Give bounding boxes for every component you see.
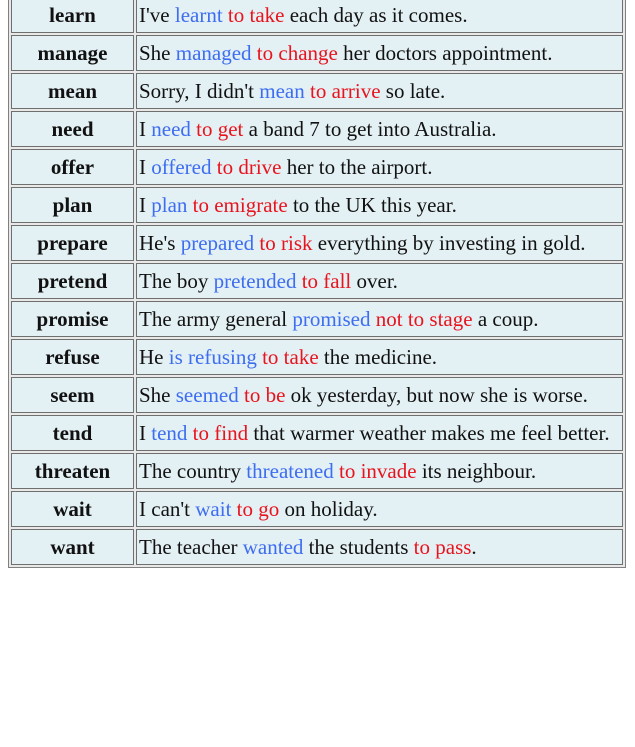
sentence-text: She	[139, 383, 176, 407]
verb-highlight: seemed	[175, 383, 239, 407]
verb-highlight: is refusing	[168, 345, 257, 369]
sentence-text: a band 7 to get into Australia.	[243, 117, 497, 141]
table-row	[11, 73, 623, 109]
example-sentence-cell	[136, 225, 623, 261]
verb-cell: threaten	[11, 453, 134, 489]
infinitive-highlight: to emigrate	[192, 193, 288, 217]
infinitive-highlight: to get	[196, 117, 244, 141]
example-sentence-cell	[136, 111, 623, 147]
table-row	[11, 187, 623, 223]
sentence-text: a coup.	[472, 307, 539, 331]
table-row	[11, 453, 623, 489]
verb-cell: mean	[11, 73, 134, 109]
sentence-text: the students	[303, 535, 414, 559]
infinitive-highlight: to drive	[216, 155, 282, 179]
verb-cell: wait	[11, 491, 134, 527]
infinitive-highlight: to pass	[413, 535, 472, 559]
table-row	[11, 35, 623, 71]
sentence-text: her doctors appointment.	[337, 41, 553, 65]
verb-cell: tend	[11, 415, 134, 451]
verb-highlight: promised	[292, 307, 371, 331]
sentence-text: I	[139, 421, 152, 445]
verb-cell: need	[11, 111, 134, 147]
infinitive-highlight: to find	[192, 421, 249, 445]
example-sentence-cell	[136, 415, 623, 451]
example-sentence-cell	[136, 529, 623, 565]
sentence-text: that warmer weather makes me feel better.	[248, 421, 610, 445]
infinitive-highlight: to invade	[339, 459, 417, 483]
sentence-text: each day as it comes.	[284, 3, 468, 27]
verb-cell: pretend	[11, 263, 134, 299]
table-row	[11, 225, 623, 261]
table-row	[11, 263, 623, 299]
sentence-text: her to the airport.	[281, 155, 433, 179]
infinitive-highlight: to fall	[301, 269, 352, 293]
sentence-text: I	[139, 193, 152, 217]
verb-highlight: need	[151, 117, 191, 141]
sentence-text: He's	[139, 231, 181, 255]
example-sentence-cell	[136, 35, 623, 71]
verb-cell: seem	[11, 377, 134, 413]
sentence-text: He	[139, 345, 169, 369]
verb-examples-body	[11, 0, 623, 565]
example-sentence-cell	[136, 187, 623, 223]
sentence-text: everything by investing in gold.	[312, 231, 586, 255]
table-row	[11, 529, 623, 565]
sentence-text: The country	[139, 459, 247, 483]
table-row	[11, 0, 623, 33]
verb-highlight: pretended	[213, 269, 297, 293]
verb-highlight: wait	[195, 497, 232, 521]
verb-cell: want	[11, 529, 134, 565]
verb-highlight: threatened	[246, 459, 334, 483]
verb-highlight: plan	[151, 193, 188, 217]
table-row	[11, 301, 623, 337]
sentence-text: I can't	[139, 497, 196, 521]
infinitive-highlight: not to stage	[375, 307, 473, 331]
verb-highlight: prepared	[180, 231, 255, 255]
sentence-text: the medicine.	[318, 345, 438, 369]
sentence-text: I've	[139, 3, 175, 27]
infinitive-highlight: to go	[236, 497, 280, 521]
verb-highlight: wanted	[242, 535, 304, 559]
sentence-text: to the UK this year.	[287, 193, 457, 217]
verb-highlight: offered	[151, 155, 212, 179]
example-sentence-cell	[136, 73, 623, 109]
infinitive-highlight: to risk	[259, 231, 313, 255]
table-row	[11, 149, 623, 185]
verb-cell: refuse	[11, 339, 134, 375]
example-sentence-cell	[136, 453, 623, 489]
verb-cell: learn	[11, 0, 134, 33]
sentence-text: She	[139, 41, 176, 65]
sentence-text: The teacher	[139, 535, 243, 559]
example-sentence-cell	[136, 263, 623, 299]
example-sentence-cell	[136, 149, 623, 185]
example-sentence-cell	[136, 339, 623, 375]
sentence-text: The boy	[139, 269, 214, 293]
sentence-text: on holiday.	[279, 497, 378, 521]
verb-cell: offer	[11, 149, 134, 185]
table-row	[11, 377, 623, 413]
verb-cell: plan	[11, 187, 134, 223]
sentence-text: I	[139, 117, 152, 141]
table-row	[11, 491, 623, 527]
infinitive-highlight: to be	[243, 383, 286, 407]
example-sentence-cell	[136, 377, 623, 413]
sentence-text: so late.	[380, 79, 446, 103]
infinitive-highlight: to change	[256, 41, 338, 65]
table-row	[11, 111, 623, 147]
verb-highlight: learnt	[174, 3, 223, 27]
sentence-text: its neighbour.	[416, 459, 537, 483]
example-sentence-cell	[136, 301, 623, 337]
example-sentence-cell	[136, 0, 623, 33]
verb-highlight: managed	[175, 41, 252, 65]
verb-highlight: mean	[259, 79, 305, 103]
sentence-text: Sorry, I didn't	[139, 79, 260, 103]
infinitive-highlight: to take	[262, 345, 319, 369]
table-row	[11, 339, 623, 375]
sentence-text: .	[471, 535, 477, 559]
sentence-text: over.	[351, 269, 398, 293]
infinitive-highlight: to arrive	[309, 79, 381, 103]
verb-cell: prepare	[11, 225, 134, 261]
verb-examples-table	[8, 0, 626, 568]
sentence-text: I	[139, 155, 152, 179]
example-sentence-cell	[136, 491, 623, 527]
sentence-text: ok yesterday, but now she is worse.	[285, 383, 588, 407]
sentence-text: The army general	[139, 307, 293, 331]
table-row	[11, 415, 623, 451]
verb-cell: manage	[11, 35, 134, 71]
infinitive-highlight: to take	[227, 3, 285, 27]
verb-highlight: tend	[151, 421, 188, 445]
verb-cell: promise	[11, 301, 134, 337]
